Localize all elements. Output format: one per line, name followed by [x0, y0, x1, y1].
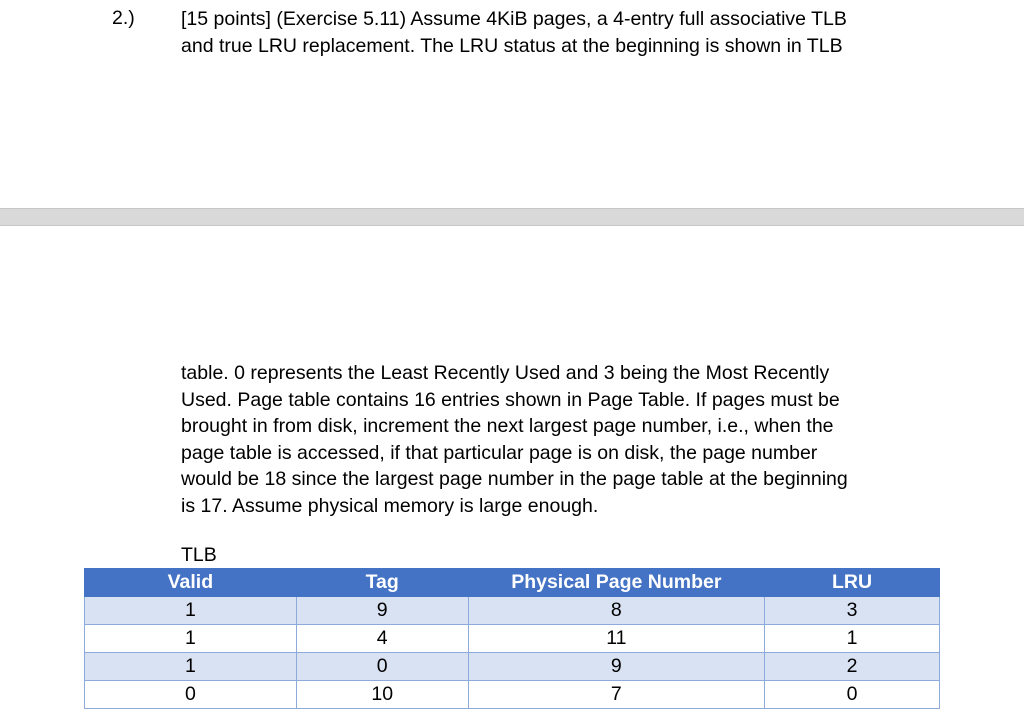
- table-row: [85, 597, 940, 625]
- tlb-header-valid: Valid: [85, 569, 297, 597]
- tlb-cell-tag: 9: [296, 597, 468, 625]
- tlb-cell-ppn: 7: [468, 681, 764, 709]
- tlb-cell-valid: 1: [85, 653, 297, 681]
- question-intro-line: [15 points] (Exercise 5.11) Assume 4KiB pages, a 4-entry full associative TLB: [181, 8, 847, 30]
- tlb-cell-valid: 0: [85, 681, 297, 709]
- tlb-cell-tag: 0: [296, 653, 468, 681]
- tlb-cell-ppn: 8: [468, 597, 764, 625]
- tlb-cell-ppn: 11: [468, 625, 764, 653]
- tlb-table: [84, 568, 940, 709]
- question-number: 2.): [112, 7, 135, 29]
- tlb-cell-lru: 2: [765, 653, 940, 681]
- tlb-cell-tag: 4: [296, 625, 468, 653]
- question-continuation-line: table. 0 represents the Least Recently Used and 3 being the Most Recently: [181, 362, 830, 384]
- question-continuation-line: Used. Page table contains 16 entries shown in Page Table. If pages must be: [181, 388, 840, 411]
- question-continuation-line: page table is accessed, if that particular page is on disk, the page number: [181, 441, 818, 464]
- tlb-cell-tag: 10: [296, 681, 468, 709]
- question-intro: [181, 6, 1001, 59]
- tlb-header-physical-page-number: Physical Page Number: [468, 569, 764, 597]
- table-row: [85, 681, 940, 709]
- tlb-header-lru: LRU: [765, 569, 940, 597]
- tlb-header-row: [85, 569, 940, 597]
- tlb-cell-lru: 3: [765, 597, 940, 625]
- tlb-cell-lru: 1: [765, 625, 940, 653]
- table-row: [85, 653, 940, 681]
- page-break-divider: [0, 208, 1024, 226]
- question-intro-line: and true LRU replacement. The LRU status at the beginning is shown in TLB: [181, 34, 843, 57]
- question-continuation-line: brought in from disk, increment the next largest page number, i.e., when the: [181, 415, 834, 437]
- question-continuation-line: would be 18 since the largest page number in the page table at the beginning: [181, 468, 848, 490]
- tlb-cell-valid: 1: [85, 597, 297, 625]
- tlb-header-tag: Tag: [296, 569, 468, 597]
- question-continuation-line: is 17. Assume physical memory is large enough.: [181, 494, 599, 517]
- tlb-cell-ppn: 9: [468, 653, 764, 681]
- table-row: [85, 625, 940, 653]
- tlb-caption: TLB: [181, 544, 217, 566]
- tlb-cell-lru: 0: [765, 681, 940, 709]
- question-continuation: [181, 360, 1001, 519]
- tlb-cell-valid: 1: [85, 625, 297, 653]
